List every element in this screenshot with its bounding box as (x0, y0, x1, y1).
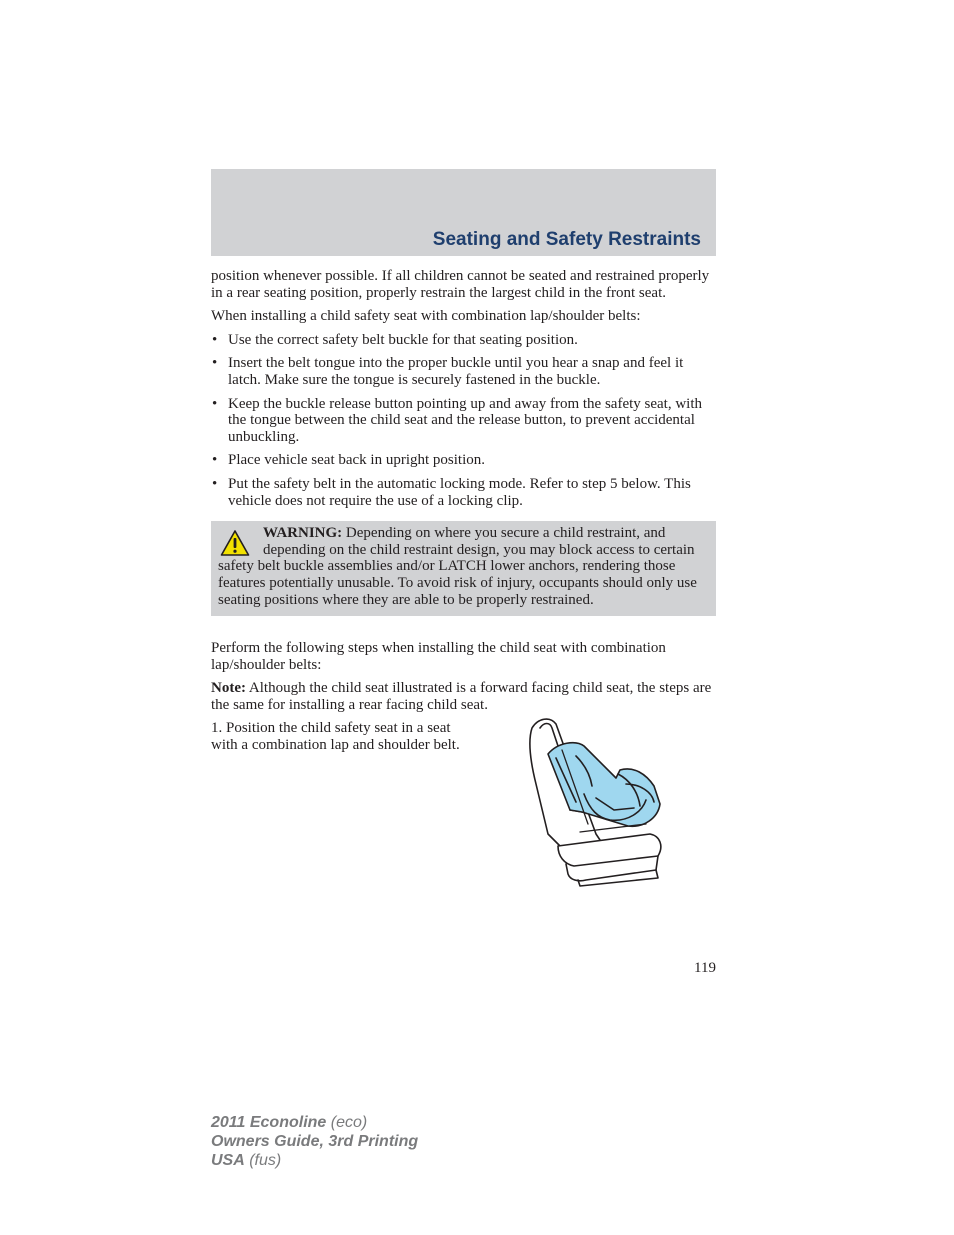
body-paragraph: When installing a child safety seat with combination lap/shoulder belts: (211, 308, 641, 325)
body-paragraph: position whenever possible. If all children cannot be seated and restrained properly in a rear seating position, properly restrain the largest child in the front seat. (211, 268, 710, 301)
footer-line-region: USA (fus) (211, 1152, 282, 1169)
note-label: Note: (211, 680, 246, 697)
note-text: Although the child seat illustrated is a forward facing child seat, the steps are the same for installing a rear facing child seat. (211, 680, 712, 713)
bullet-item: • Place vehicle seat back in upright position. (212, 452, 486, 469)
warning-text: Depending on where you secure a child restraint, and depending on the child restraint design, you may block access to certain safety belt buckle assemblies and/or LATCH lower anchors, rendering those features potentially unusable. To avoid risk of injury, occupants should only use seating positions where they are able to be properly restrained. (218, 525, 697, 608)
section-title: Seating and Safety Restraints (432, 229, 701, 250)
footer-line-model: 2011 Econoline (eco) (211, 1114, 368, 1131)
section-header-band (211, 169, 716, 256)
page-number: 119 (694, 960, 716, 976)
bullet-glyph: • (212, 395, 218, 412)
bullet-item: • Insert the belt tongue into the proper buckle until you hear a snap and feel it latch. Make sure the tongue is securely fastened in the buckle. (212, 355, 684, 388)
bullet-glyph: • (212, 452, 218, 469)
body-paragraph: Perform the following steps when installing the child seat with combination lap/shoulder belts: (211, 640, 666, 673)
instruction-bullet-list (211, 332, 716, 509)
bullet-glyph: • (212, 475, 218, 492)
document-footer (211, 1113, 418, 1170)
step-1-text: 1. Position the child safety seat in a seat with a combination lap and shoulder belt. (211, 720, 460, 754)
note-paragraph (211, 680, 716, 713)
bullet-item: • Use the correct safety belt buckle for that seating position. (212, 331, 578, 348)
warning-label: WARNING: (263, 525, 343, 542)
child-seat-illustration (518, 714, 666, 894)
bullet-item: • Put the safety belt in the automatic locking mode. Refer to step 5 below. This vehicle does not require the use of a locking clip. (212, 475, 691, 509)
bullet-glyph: • (212, 331, 218, 348)
warning-triangle-icon (220, 529, 250, 557)
bullet-item: • Keep the buckle release button pointing up and away from the safety seat, with the tongue between the child seat and the release button, to prevent accidental unbuckling. (212, 395, 703, 445)
step-1 (211, 720, 716, 898)
page-content (211, 268, 716, 898)
warning-box (211, 521, 716, 616)
bullet-glyph: • (212, 355, 218, 372)
footer-line-guide: Owners Guide, 3rd Printing (211, 1133, 419, 1150)
